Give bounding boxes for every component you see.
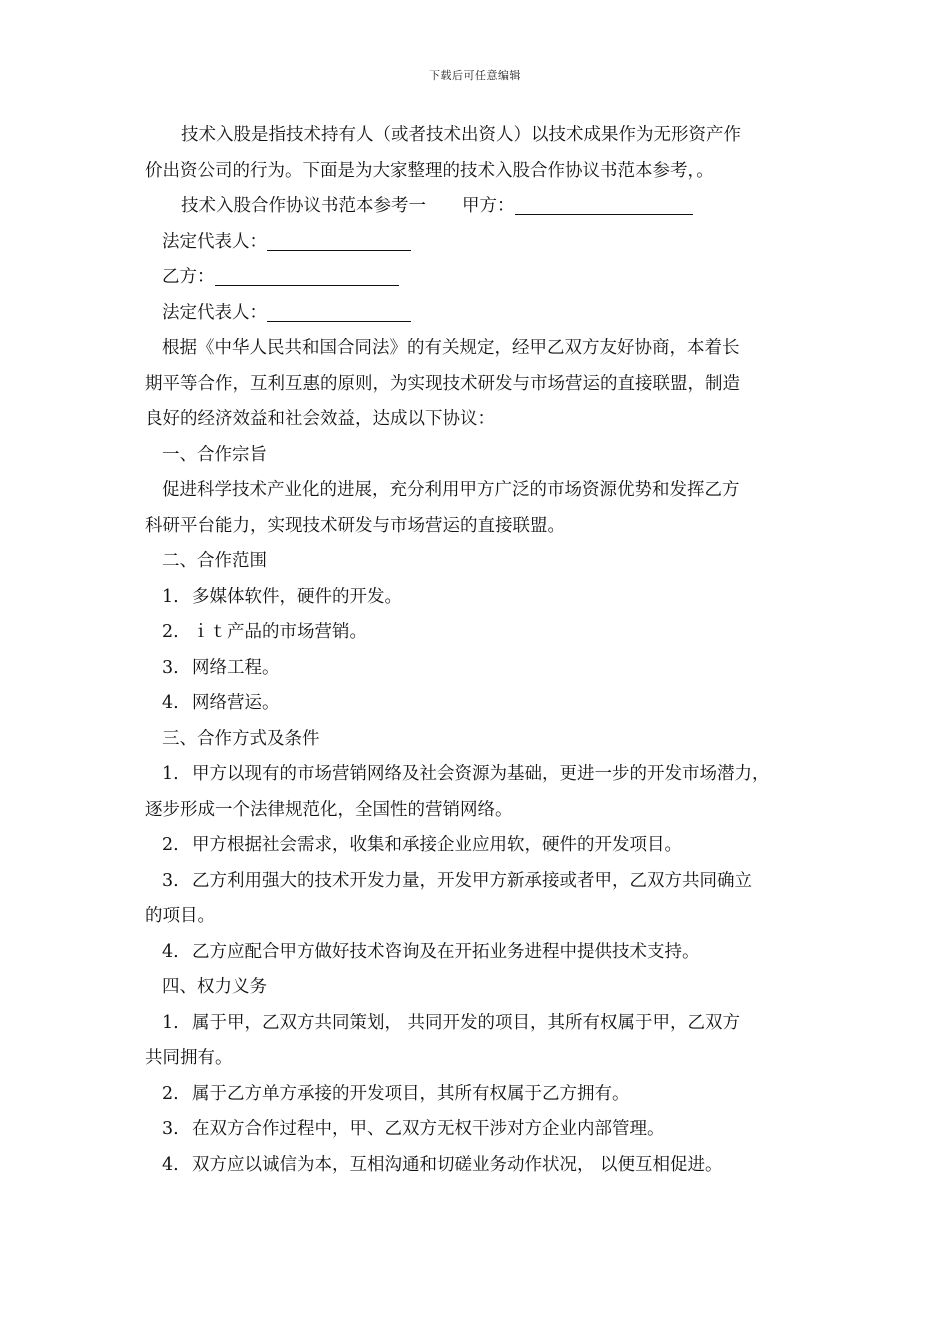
preamble-line-3: 良好的经济效益和社会效益，达成以下协议：: [145, 409, 495, 429]
sample-title: 技术入股合作协议书范本参考一: [181, 196, 426, 216]
section-4-heading: 四、权力义务: [162, 977, 267, 997]
section-1-line-1: 促进科学技术产业化的进展，充分利用甲方广泛的市场资源优势和发挥乙方: [162, 480, 740, 500]
list-item-text: ｉｔ产品的市场营销。: [192, 622, 367, 642]
section-4-item-1-line-1: [145, 1006, 825, 1042]
section-2-item: [145, 580, 825, 616]
section-3-item-3-line-1: [145, 864, 825, 900]
section-3-item-1-line-1: [145, 757, 825, 793]
list-item-text: 乙方应配合甲方做好技术咨询及在开拓业务进程中提供技术支持。: [192, 941, 700, 962]
list-number: 2.: [162, 835, 179, 855]
section-4-item-4: [145, 1148, 825, 1184]
list-number: 2.: [162, 1083, 179, 1104]
legal-rep-a-line: [145, 225, 825, 261]
list-item-text: 在双方合作过程中，甲、乙双方无权干涉对方企业内部管理。: [192, 1119, 665, 1139]
list-item-text: 双方应以诚信为本，互相沟通和切磋业务动作状况， 以便互相促进。: [192, 1154, 723, 1175]
section-2-item: [145, 615, 825, 651]
section-2-heading: 二、合作范围: [162, 551, 267, 571]
section-2-item: [145, 686, 825, 722]
list-item-text: 乙方利用强大的技术开发力量，开发甲方新承接或者甲，乙双方共同确立: [192, 870, 752, 891]
preamble-line-1: 根据《中华人民共和国合同法》的有关规定，经甲乙双方友好协商，本着长: [162, 338, 740, 358]
list-item-text: 多媒体软件，硬件的开发。: [192, 586, 402, 607]
list-item-text: 网络营运。: [192, 693, 280, 713]
list-number: 1.: [162, 764, 179, 784]
intro-line-2: 价出资公司的行为。下面是为大家整理的技术入股合作协议书范本参考，。: [145, 160, 714, 181]
legal-rep-b-label: 法定代表人：: [162, 302, 267, 323]
party-a-blank: [515, 194, 693, 215]
header-note: 下载后可任意编辑: [429, 69, 521, 82]
sample-title-line: [145, 189, 825, 225]
section-1-line-2: 科研平台能力，实现技术研发与市场营运的直接联盟。: [145, 515, 565, 536]
preamble-line-2: 期平等合作，互利互惠的原则，为实现技术研发与市场营运的直接联盟，制造: [145, 373, 740, 394]
list-number: 4.: [162, 941, 179, 962]
list-number: 4.: [162, 693, 179, 713]
list-number: 2.: [162, 622, 179, 642]
list-item-text: 甲方根据社会需求，收集和承接企业应用软，硬件的开发项目。: [192, 835, 682, 855]
list-item-text: 属于乙方单方承接的开发项目，其所有权属于乙方拥有。: [192, 1083, 630, 1104]
list-number: 3.: [162, 657, 179, 678]
list-item-text: 属于甲，乙双方共同策划， 共同开发的项目，其所有权属于甲，乙双方: [192, 1012, 741, 1033]
document-body: [145, 118, 825, 1183]
section-3-item-2: [145, 828, 825, 864]
list-number: 1.: [162, 586, 179, 607]
list-number: 4.: [162, 1154, 179, 1175]
list-number: 3.: [162, 1119, 179, 1139]
section-4-item-1-line-2: 共同拥有。: [145, 1048, 233, 1068]
section-4-item-2: [145, 1077, 825, 1113]
section-4-item-3: [145, 1112, 825, 1148]
list-number: 1.: [162, 1012, 179, 1033]
intro-line-1: 技术入股是指技术持有人（或者技术出资人）以技术成果作为无形资产作: [181, 125, 741, 145]
section-3-heading: 三、合作方式及条件: [162, 728, 320, 749]
legal-rep-a-label: 法定代表人：: [162, 231, 267, 252]
section-1-heading: 一、合作宗旨: [162, 444, 267, 465]
party-b-label: 乙方：: [162, 267, 215, 287]
list-item-text: 甲方以现有的市场营销网络及社会资源为基础，更进一步的开发市场潜力，: [192, 764, 770, 784]
party-a-label: 甲方：: [462, 196, 515, 216]
legal-rep-b-blank: [267, 301, 411, 322]
party-b-line: [145, 260, 825, 296]
section-3-item-1-line-2: 逐步形成一个法律规范化，全国性的营销网络。: [145, 799, 513, 820]
section-3-item-3-line-2: 的项目。: [145, 906, 215, 926]
party-b-blank: [215, 265, 399, 286]
legal-rep-b-line: [145, 296, 825, 332]
legal-rep-a-blank: [267, 230, 411, 251]
list-item-text: 网络工程。: [192, 657, 280, 678]
list-number: 3.: [162, 870, 179, 891]
section-3-item-4: [145, 935, 825, 971]
section-2-item: [145, 651, 825, 687]
